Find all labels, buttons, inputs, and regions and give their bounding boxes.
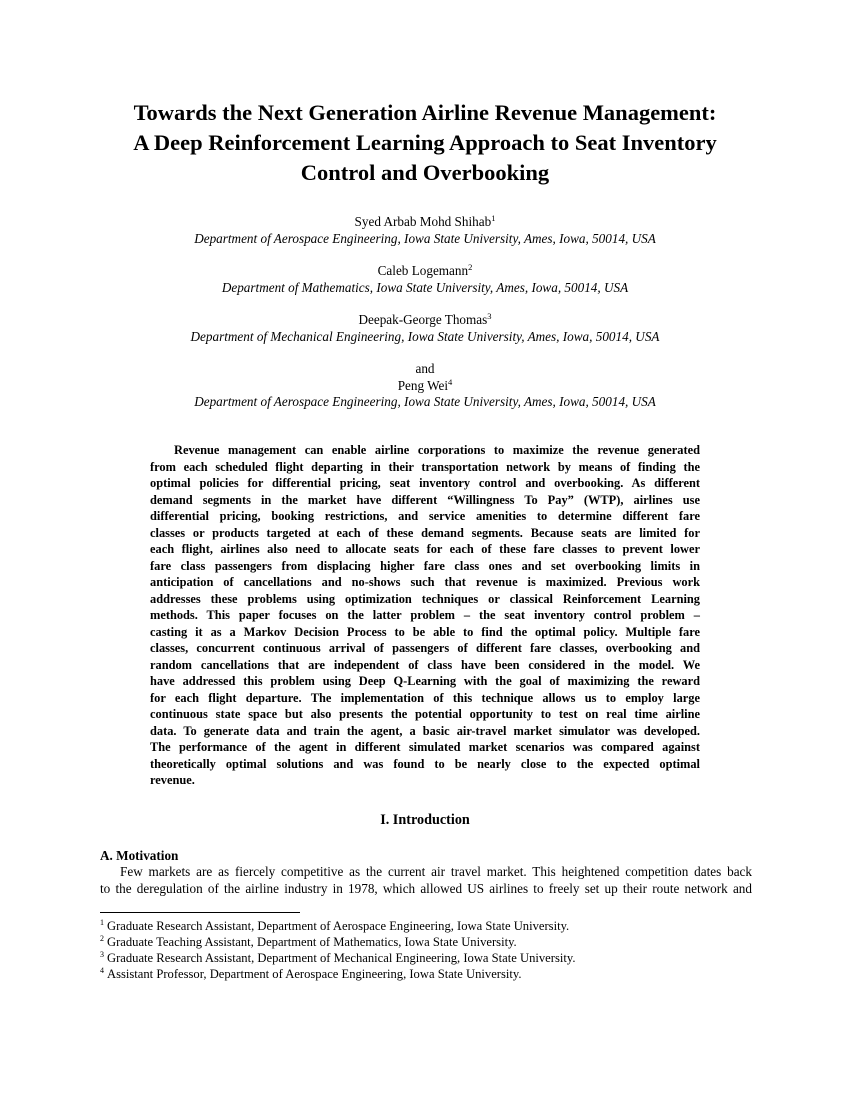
footnote-mark: 1	[100, 918, 104, 927]
author-name: Deepak-George Thomas$^3$	[358, 311, 492, 327]
abstract-line: fare class passengers from displacing higher fare class ones and set overbooking limits in	[150, 558, 700, 573]
author-entry	[60, 263, 790, 296]
author-affiliation: Department of Mathematics, Iowa State University, Ames, Iowa, 50014, USA	[221, 279, 629, 295]
body-line: to the deregulation of the airline industry in 1978, which allowed US airlines to freely set up their route network and	[100, 880, 752, 896]
abstract-line: The performance of the agent in different simulated market scenarios was compared against	[150, 740, 700, 754]
footnote-mark: 3	[100, 950, 104, 959]
author-affiliation: Department of Aerospace Engineering, Iowa State University, Ames, Iowa, 50014, USA	[194, 230, 656, 246]
abstract	[150, 442, 700, 789]
abstract-line: optimal policies for differential pricing, seat inventory control and overbooking. As different	[150, 476, 700, 490]
footnote-mark: 3	[487, 311, 492, 321]
abstract-line: anticipation of cancellations and no-shows such that revenue is maximized. Previous work	[150, 575, 700, 589]
footnote-text: Assistant Professor, Department of Aerospace Engineering, Iowa State University.	[107, 967, 522, 981]
section-heading: I. Introduction	[380, 812, 470, 828]
abstract-line: methods. This paper focuses on the latter problem – the seat inventory control problem –	[150, 608, 700, 622]
abstract-line: have addressed this problem using Deep Q-Learning with the goal of maximizing the reward	[150, 674, 700, 688]
footnote	[100, 934, 760, 950]
abstract-line: differential pricing, booking restrictions, and service amenities to determine different fare	[150, 509, 700, 523]
author-name: Caleb Logemann$^2$	[377, 262, 473, 278]
title-line: Towards the Next Generation Airline Revenue Management:	[133, 100, 717, 125]
abstract-line: random cancellations that are independent of class have been considered in the model. We	[150, 657, 700, 672]
author-name: Peng Wei$^4$	[397, 376, 453, 393]
footnote-mark: 2	[468, 262, 473, 272]
author-conjunction: and	[415, 361, 435, 376]
body-line: Few markets are as fiercely competitive as the current air travel market. This heightened competition dates back	[120, 864, 752, 879]
footnote-text: Graduate Research Assistant, Department of Mechanical Engineering, Iowa State University.	[107, 951, 576, 965]
abstract-line: revenue.	[150, 773, 195, 787]
footnote-mark: 1	[491, 213, 496, 223]
author-entry	[60, 312, 790, 345]
footnote	[100, 950, 760, 966]
author-affiliation: Department of Mechanical Engineering, Iowa State University, Ames, Iowa, 50014, USA	[190, 328, 660, 344]
body-paragraph	[100, 864, 752, 897]
abstract-line: classes or products targeted at each of these demand segments. Because seats are limited for	[150, 525, 700, 540]
footnote-list	[100, 918, 760, 982]
footnote-mark: 4	[448, 376, 453, 387]
footnote	[100, 918, 760, 934]
author-affiliation: Department of Aerospace Engineering, Iowa State University, Ames, Iowa, 50014, USA	[194, 394, 656, 409]
abstract-line: demand segments in the market have different “Willingness To Pay” (WTP), airlines use	[150, 492, 700, 507]
author-entry	[60, 361, 790, 411]
title-line: A Deep Reinforcement Learning Approach to Seat Inventory	[133, 130, 717, 155]
footnote-divider	[100, 912, 300, 913]
paper-title	[60, 98, 790, 188]
abstract-line: casting it as a Markov Decision Process to be able to find the optimal policy. Multiple fare	[150, 624, 700, 639]
abstract-line: classes, concurrent continuous arrival of passengers of different fare classes, overbooking and	[150, 641, 700, 655]
abstract-line: data. To generate data and train the agent, a basic air-travel market simulator was developed.	[150, 723, 700, 738]
abstract-line: Revenue management can enable airline corporations to maximize the revenue generated	[174, 443, 700, 457]
footnote-text: Graduate Teaching Assistant, Department of Mathematics, Iowa State University.	[107, 935, 517, 949]
author-list	[60, 214, 790, 411]
abstract-line: continuous state space but also presents the potential opportunity to test on real time airline	[150, 707, 700, 721]
title-line: Control and Overbooking	[300, 160, 550, 185]
author-entry	[60, 214, 790, 247]
abstract-line: from each scheduled flight departing in their transportation network by means of finding the	[150, 459, 700, 474]
abstract-line: for each flight departure. The implementation of this technique allows us to employ large	[150, 690, 700, 705]
author-name: Syed Arbab Mohd Shihab$^1$	[354, 213, 496, 229]
subsection-heading: A. Motivation	[100, 848, 179, 863]
abstract-line: theoretically optimal solutions and was found to be nearly close to the expected optimal	[150, 756, 700, 771]
footnote-mark: 2	[100, 934, 104, 943]
abstract-line: each flight, airlines also need to allocate seats for each of these fare classes to prevent lower	[150, 542, 700, 556]
footnote-mark: 4	[100, 966, 104, 975]
abstract-line: addresses these problems using optimization techniques or classical Reinforcement Learning	[150, 591, 700, 606]
footnote-text: Graduate Research Assistant, Department of Aerospace Engineering, Iowa State University.	[107, 919, 570, 933]
footnote	[100, 966, 760, 982]
